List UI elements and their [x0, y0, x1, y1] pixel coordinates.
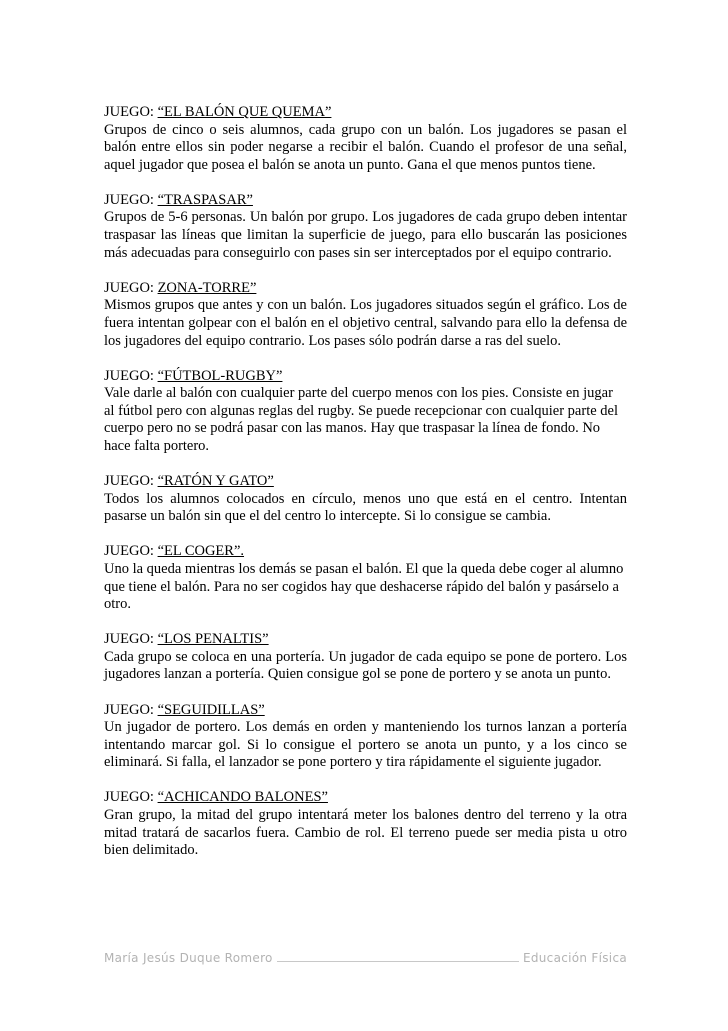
game-title-name: “RATÓN Y GATO” — [157, 473, 274, 490]
game-title — [104, 280, 627, 298]
game-title — [104, 473, 627, 491]
game-title-prefix: JUEGO: — [104, 191, 158, 208]
game-section — [104, 789, 627, 859]
game-section — [104, 702, 627, 772]
game-title — [104, 631, 627, 649]
game-description: Grupos de cinco o seis alumnos, cada grupo con un balón. Los jugadores se pasan el balón entre ellos sin poder negarse a recibir el balón. Cuando el profesor de una señal, aquel jugador que posea el balón se anota un punto. Gana el que menos puntos tiene. — [104, 121, 627, 173]
page-footer — [104, 951, 627, 965]
game-title — [104, 789, 627, 807]
game-description: Un jugador de portero. Los demás en orden y manteniendo los turnos lanzan a portería intentando marcar gol. Si lo consigue el portero se anota un punto, y a los cinco se eliminará. Si falla, el lanzador se pone portero y tira rápidamente el siguiente jugador. — [104, 719, 627, 771]
game-title-prefix: JUEGO: — [104, 473, 158, 490]
game-title — [104, 192, 627, 210]
game-section — [104, 368, 627, 456]
game-section — [104, 104, 627, 174]
game-title — [104, 702, 627, 720]
footer-subject: Educación Física — [522, 951, 627, 965]
game-description: Grupos de 5-6 personas. Un balón por grupo. Los jugadores de cada grupo deben intentar traspasar las líneas que limitan la superficie de juego, para ello buscarán las posiciones más adecuadas para conseguirlo con pases sin ser interceptados por el equipo contrario. — [104, 209, 627, 261]
game-title — [104, 104, 627, 122]
game-section — [104, 192, 627, 262]
game-title-name: “TRASPASAR” — [157, 191, 253, 208]
game-title — [104, 543, 627, 561]
game-title-name: “EL COGER”. — [157, 543, 245, 560]
game-description: Cada grupo se coloca en una portería. Un jugador de cada equipo se pone de portero. Los jugadores lanzan a portería. Quien consigue gol se pone de portero y se anota un punto. — [104, 648, 627, 683]
game-title-prefix: JUEGO: — [104, 367, 158, 384]
game-section — [104, 473, 627, 526]
game-title-prefix: JUEGO: — [104, 279, 158, 296]
game-title-prefix: JUEGO: — [104, 631, 158, 648]
footer-author: María Jesús Duque Romero — [104, 951, 273, 965]
game-title-name: “ACHICANDO BALONES” — [157, 789, 328, 806]
game-title-name: “SEGUIDILLAS” — [157, 701, 265, 718]
game-description: Uno la queda mientras los demás se pasan el balón. El que la queda debe coger al alumno que tiene el balón. Para no ser cogidos hay que deshacerse rápido del balón y pasárselo a otro. — [104, 560, 624, 613]
document-page — [104, 104, 627, 877]
game-title-name: “LOS PENALTIS” — [157, 631, 269, 648]
game-title-prefix: JUEGO: — [104, 789, 158, 806]
game-description: Todos los alumnos colocados en círculo, menos uno que está en el centro. Intentan pasarse un balón sin que el del centro lo intercepte. Si lo consigue se cambia. — [104, 490, 627, 525]
game-title-prefix: JUEGO: — [104, 701, 158, 718]
game-description: Gran grupo, la mitad del grupo intentará meter los balones dentro del terreno y la otra mitad tratará de sacarlos fuera. Cambio de rol. El terreno puede ser media pista u otro bien delimitado. — [104, 807, 627, 859]
game-title — [104, 368, 627, 386]
game-section — [104, 631, 627, 684]
game-description: Mismos grupos que antes y con un balón. Los jugadores situados según el gráfico. Los de fuera intentan golpear con el balón en el objetivo central, salvando para ello la defensa de los jugadores del equipo contrario. Los pases sólo podrán darse a ras del suelo. — [104, 297, 627, 349]
game-description: Vale darle al balón con cualquier parte del cuerpo menos con los pies. Consiste en jugar al fútbol pero con algunas reglas del rugby. Se puede recepcionar con cualquier parte del cuerpo pero no se podrá pasar con las manos. Hay que traspasar la línea de fondo. No hace falta portero. — [104, 385, 618, 454]
game-title-name: ZONA-TORRE” — [157, 279, 257, 296]
game-title-name: “EL BALÓN QUE QUEMA” — [157, 104, 332, 120]
game-title-name: “FÚTBOL-RUGBY” — [157, 367, 283, 384]
footer-divider-line — [277, 960, 519, 962]
game-section — [104, 543, 627, 613]
game-title-prefix: JUEGO: — [104, 104, 158, 120]
game-section — [104, 280, 627, 350]
game-title-prefix: JUEGO: — [104, 543, 158, 560]
